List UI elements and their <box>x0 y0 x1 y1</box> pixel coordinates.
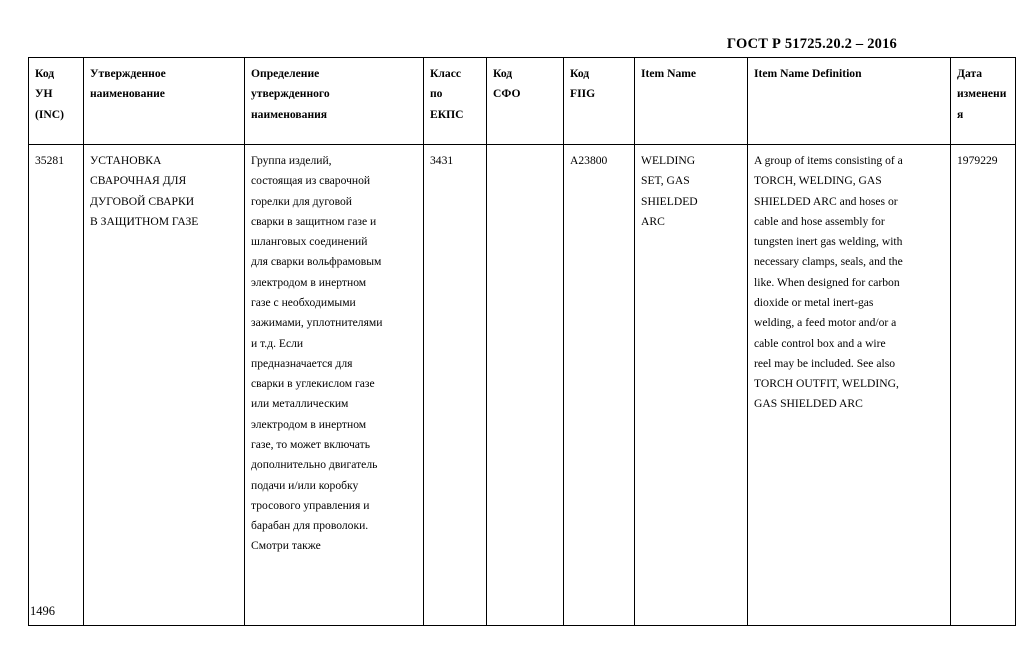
table-header-row <box>29 58 1016 145</box>
cell-fiig-code: A23800 <box>564 145 635 626</box>
table-row <box>29 145 1016 626</box>
column-header-item-name-definition: Item Name Definition <box>748 58 951 145</box>
column-header-ekps-class: Класс по ЕКПС <box>424 58 487 145</box>
column-header-inc-code: Код УН (INC) <box>29 58 84 145</box>
cell-definition: Группа изделий, состоящая из сварочной горелки для дуговой сварки в защитном газе и шланговых соединений для сварки вольфрамовым электродом в инертном газе с необходимыми зажимами, уплотнителями и т.д. Если предназначается для сварки в углекислом газе или металлическим электродом в инертном газе, то может включать дополнительно двигатель подачи и/или коробку тросового управления и барабан для проволоки. Смотри также <box>245 145 424 626</box>
cell-item-name: WELDING SET, GAS SHIELDED ARC <box>635 145 748 626</box>
column-header-sfo-code: Код СФО <box>487 58 564 145</box>
cell-item-name-definition: A group of items consisting of a TORCH, WELDING, GAS SHIELDED ARC and hoses or cable and hose assembly for tungsten inert gas welding, with necessary clamps, seals, and the like. When designed for carbon dioxide or metal inert-gas welding, a feed motor and/or a cable control box and a wire reel may be included. See also TORCH OUTFIT, WELDING, GAS SHIELDED ARC <box>748 145 951 626</box>
specification-table <box>28 57 1016 626</box>
column-header-approved-name: Утвержденное наименование <box>84 58 245 145</box>
column-header-change-date: Дата изменени я <box>951 58 1016 145</box>
column-header-definition: Определение утвержденного наименования <box>245 58 424 145</box>
cell-approved-name: УСТАНОВКА СВАРОЧНАЯ ДЛЯ ДУГОВОЙ СВАРКИ В ЗАЩИТНОМ ГАЗЕ <box>84 145 245 626</box>
column-header-item-name: Item Name <box>635 58 748 145</box>
cell-change-date: 1979229 <box>951 145 1016 626</box>
cell-ekps-class: 3431 <box>424 145 487 626</box>
cell-sfo-code <box>487 145 564 626</box>
page-number: 1496 <box>30 604 55 618</box>
standard-header: ГОСТ Р 51725.20.2 – 2016 <box>726 36 897 52</box>
column-header-fiig-code: Код FIIG <box>564 58 635 145</box>
cell-inc-code: 35281 <box>29 145 84 626</box>
